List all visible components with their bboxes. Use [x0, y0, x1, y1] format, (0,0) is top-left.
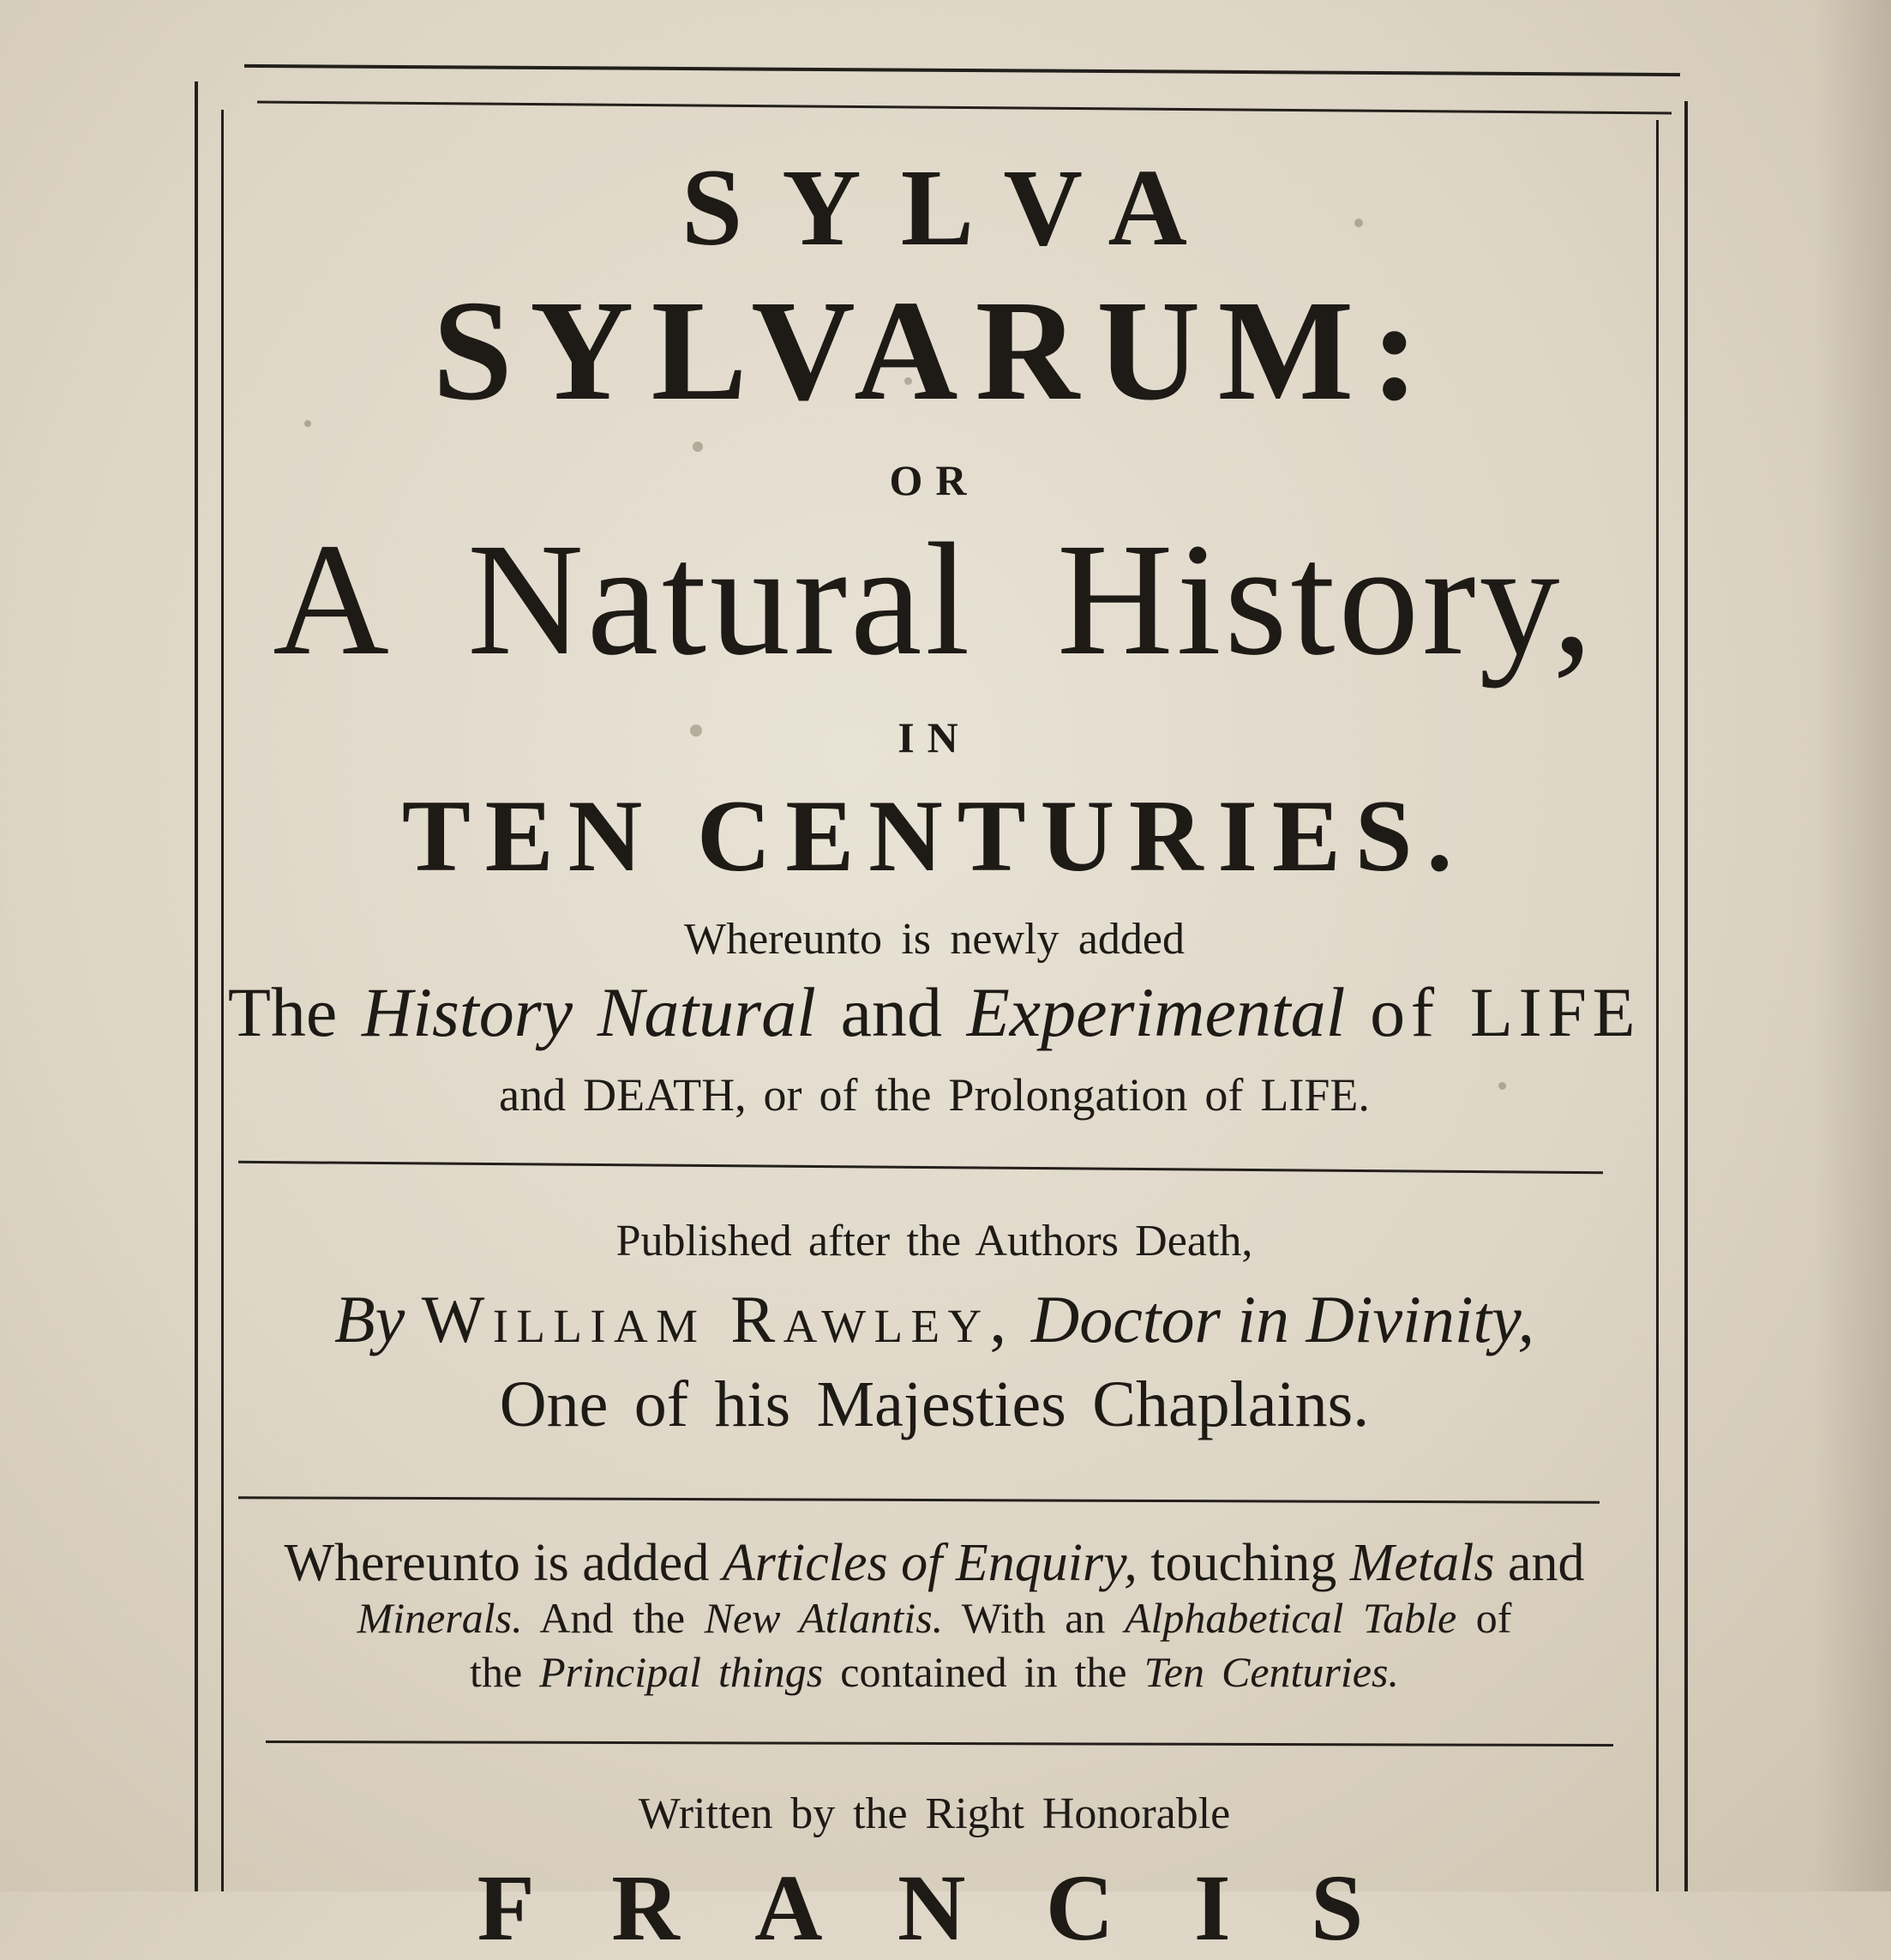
- published-line: Published after the Authors Death,: [615, 1217, 1253, 1266]
- enquiry-line-1: [206, 1536, 1663, 1590]
- enquiry-word: of: [1475, 1594, 1512, 1642]
- enquiry-italic: Principal things: [539, 1648, 824, 1696]
- life-history-line: [206, 973, 1663, 1051]
- top-border-inner: [257, 101, 1672, 115]
- life-line-word: and: [840, 973, 942, 1051]
- life-line-italic: Experimental: [966, 973, 1346, 1051]
- or-connector: OR: [889, 456, 980, 504]
- subtitle-natural-history: A Natural History,: [273, 509, 1596, 688]
- foxing-spot: [693, 442, 703, 452]
- life-line-word: The: [227, 973, 338, 1051]
- left-border-outer: [195, 81, 198, 1891]
- written-by-line: Written by the Right Honorable: [638, 1789, 1231, 1838]
- enquiry-word: touching: [1150, 1534, 1337, 1592]
- author-name-partial: F R A N C I S: [477, 1855, 1392, 1960]
- enquiry-line-3: [206, 1648, 1663, 1696]
- top-border-outer: [244, 64, 1680, 76]
- right-border-outer: [1684, 101, 1688, 1891]
- enquiry-italic: Ten Centuries.: [1144, 1648, 1399, 1696]
- enquiry-word: Whereunto is added: [284, 1534, 710, 1592]
- divider-rule-1: [238, 1161, 1603, 1175]
- enquiry-word: With an: [961, 1594, 1106, 1642]
- enquiry-italic: New Atlantis.: [704, 1594, 944, 1642]
- enquiry-italic: Articles of Enquiry,: [722, 1534, 1138, 1592]
- title-line-2: SYLVARUM:: [432, 271, 1437, 430]
- enquiry-italic: Minerals.: [357, 1594, 523, 1642]
- enquiry-word: and: [1507, 1534, 1585, 1592]
- title-line-1: SYLVA: [681, 147, 1228, 268]
- enquiry-word: And the: [539, 1594, 686, 1642]
- page-edge-shadow: [1814, 0, 1891, 1891]
- rawley-title: Doctor in Divinity,: [1030, 1282, 1534, 1356]
- life-line-word: of LIFE: [1370, 973, 1642, 1051]
- enquiry-line-2: [206, 1594, 1663, 1642]
- enquiry-word: the: [470, 1648, 523, 1696]
- by-word: By: [333, 1282, 405, 1356]
- rawley-name: William Rawley,: [421, 1282, 1015, 1356]
- author-rawley-line: [206, 1282, 1663, 1356]
- newly-added-line: Whereunto is newly added: [683, 915, 1185, 964]
- enquiry-italic: Alphabetical Table: [1124, 1594, 1457, 1642]
- death-prolongation-line: and DEATH, or of the Prolongation of LIFE.: [499, 1069, 1370, 1121]
- divider-rule-2: [238, 1496, 1600, 1504]
- ten-centuries: TEN CENTURIES.: [401, 779, 1468, 893]
- chaplain-line: One of his Majesties Chaplains.: [499, 1368, 1370, 1440]
- life-line-italic: History Natural: [362, 973, 816, 1051]
- in-connector: IN: [897, 713, 971, 761]
- divider-rule-3: [266, 1741, 1613, 1747]
- enquiry-word: contained in the: [840, 1648, 1127, 1696]
- enquiry-italic: Metals: [1349, 1534, 1495, 1592]
